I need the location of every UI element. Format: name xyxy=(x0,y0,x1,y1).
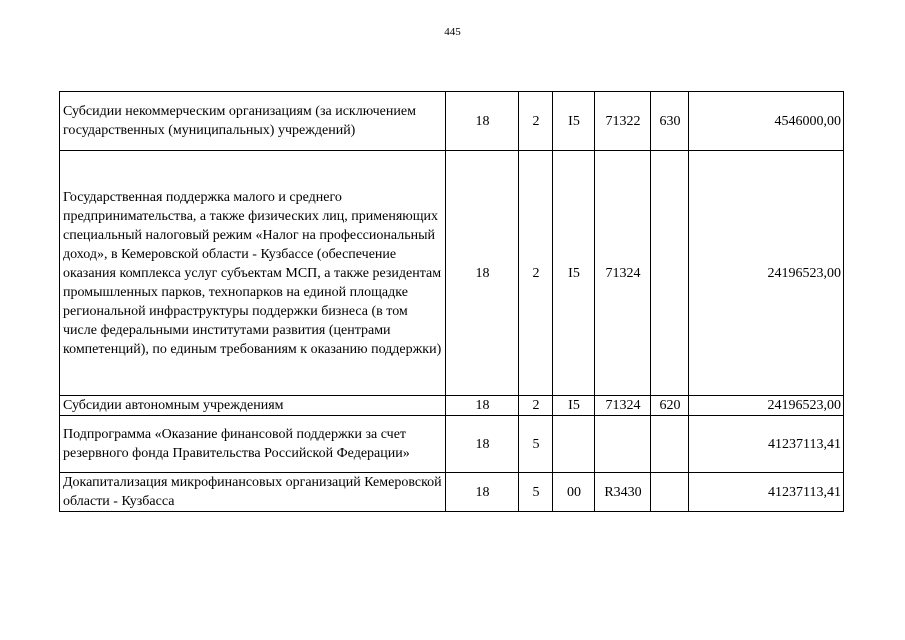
table-row xyxy=(60,92,844,151)
ministry-code: 18 xyxy=(446,396,519,416)
ministry-code: 18 xyxy=(446,473,519,512)
target-code xyxy=(595,416,651,473)
subsection-code xyxy=(553,416,595,473)
budget-table xyxy=(59,91,844,512)
section-code: 2 xyxy=(519,151,553,396)
amount: 41237113,41 xyxy=(689,416,844,473)
subsection-code: 00 xyxy=(553,473,595,512)
expense-type-code xyxy=(651,416,689,473)
ministry-code: 18 xyxy=(446,92,519,151)
ministry-code: 18 xyxy=(446,151,519,396)
page-number: 445 xyxy=(444,26,461,38)
table-row xyxy=(60,473,844,512)
target-code: 71324 xyxy=(595,396,651,416)
ministry-code: 18 xyxy=(446,416,519,473)
row-name: Подпрограмма «Оказание финансовой поддержки за счет резервного фонда Правительства Российской Федерации» xyxy=(60,416,446,473)
row-name: Государственная поддержка малого и среднего предпринимательства, а также физических лиц, применяющих специальный налоговый режим «Налог на профессиональный доход», в Кемеровской области - Кузбассе (обеспечение оказания комплекса услуг субъектам МСП, а также резидентам промышленных парков, технопарков на единой площадке региональной инфраструктуры поддержки бизнеса (в том числе федеральными институтами развития (центрами компетенций), по единым требованиям к оказанию поддержки) xyxy=(60,151,446,396)
table-row xyxy=(60,396,844,416)
amount: 4546000,00 xyxy=(689,92,844,151)
subsection-code: I5 xyxy=(553,396,595,416)
expense-type-code xyxy=(651,473,689,512)
target-code: 71324 xyxy=(595,151,651,396)
subsection-code: I5 xyxy=(553,92,595,151)
expense-type-code: 620 xyxy=(651,396,689,416)
target-code: 71322 xyxy=(595,92,651,151)
amount: 41237113,41 xyxy=(689,473,844,512)
section-code: 2 xyxy=(519,396,553,416)
row-name: Докапитализация микрофинансовых организаций Кемеровской области - Кузбасса xyxy=(60,473,446,512)
section-code: 2 xyxy=(519,92,553,151)
row-name: Субсидии автономным учреждениям xyxy=(60,396,446,416)
amount: 24196523,00 xyxy=(689,151,844,396)
row-name: Субсидии некоммерческим организациям (за исключением государственных (муниципальных) учреждений) xyxy=(60,92,446,151)
expense-type-code xyxy=(651,151,689,396)
expense-type-code: 630 xyxy=(651,92,689,151)
target-code: R3430 xyxy=(595,473,651,512)
section-code: 5 xyxy=(519,416,553,473)
table-row xyxy=(60,151,844,396)
table-row xyxy=(60,416,844,473)
subsection-code: I5 xyxy=(553,151,595,396)
amount: 24196523,00 xyxy=(689,396,844,416)
section-code: 5 xyxy=(519,473,553,512)
